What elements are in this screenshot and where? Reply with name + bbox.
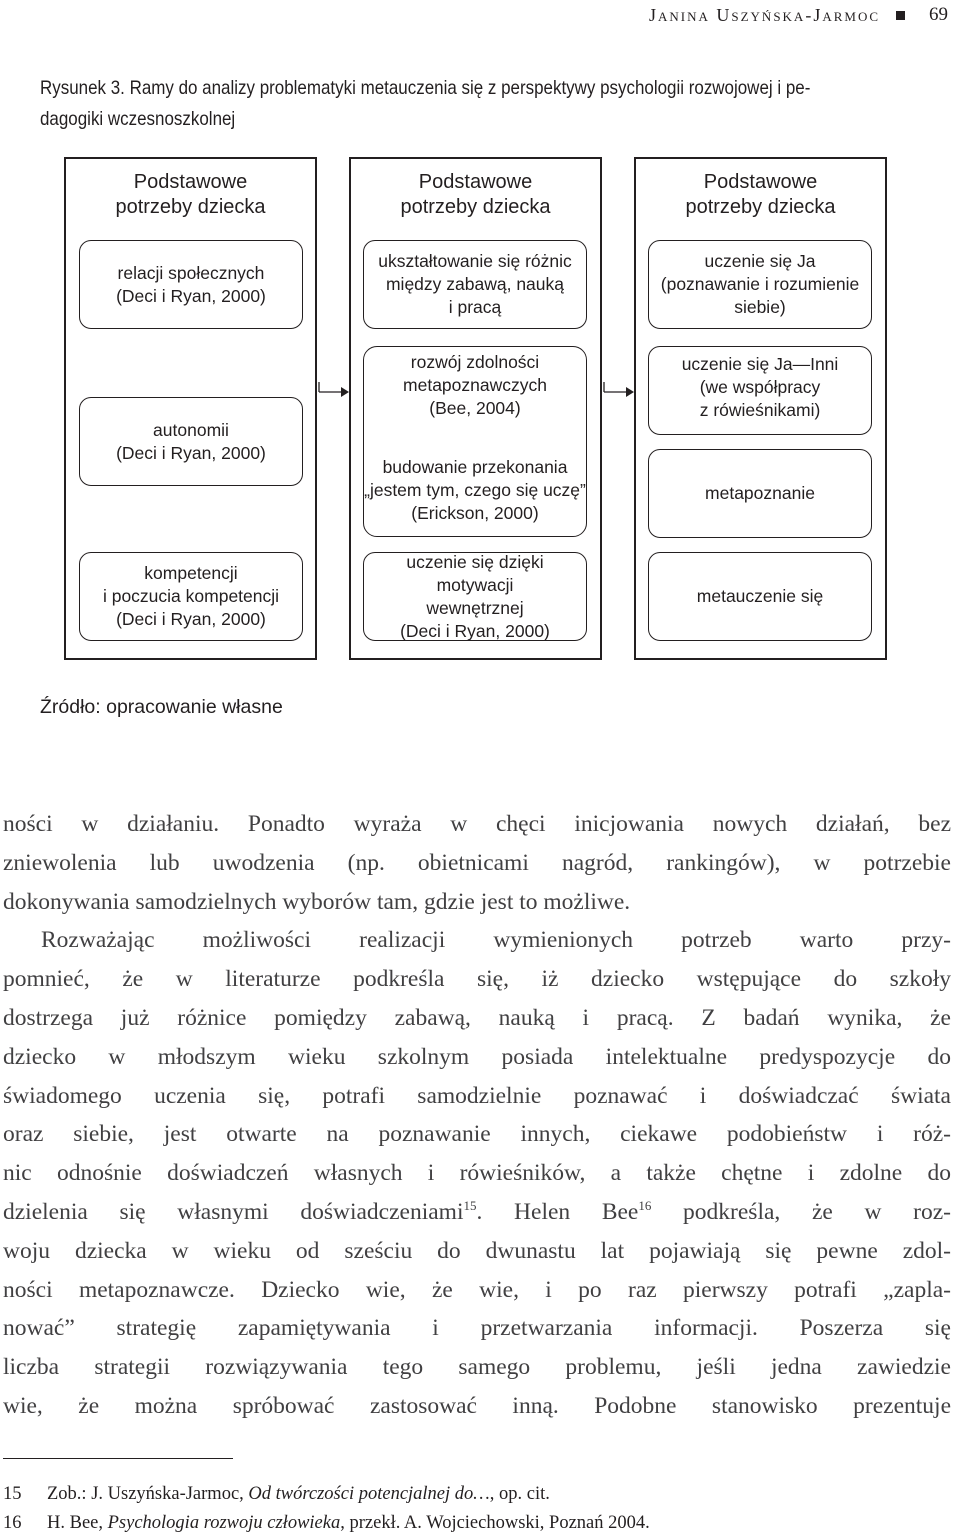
running-header-author: Janina Uszyńska-Jarmoc bbox=[648, 4, 880, 25]
body-line: ności metapoznawcze. Dziecko wie, że wie, i po raz pierwszy potrafi „zapla- bbox=[3, 1276, 951, 1303]
body-text-fragment: . Helen Bee bbox=[476, 1198, 639, 1225]
col2-text-metacognitive-abilities: rozwój zdolności metapoznawczych (Bee, 2004) bbox=[403, 352, 547, 418]
footnote-title: Od twórczości potencjalnej do… bbox=[248, 1484, 490, 1504]
body-line: nic odnośnie doświadczeń własnych i rówieśników, a także chętne i zdolne do bbox=[3, 1160, 951, 1187]
figure-caption-line-1: Rysunek 3. Ramy do analizy problematyki metauczenia się z perspektywy psychologii rozwojowej i pe- bbox=[40, 77, 811, 99]
footnote-ref-15[interactable]: 15 bbox=[463, 1198, 477, 1214]
column-1-heading: Podstawowe potrzeby dziecka bbox=[115, 171, 266, 218]
body-line: oraz siebie, jest otwarte na poznawanie innych, ciekawe podobieństw i róż- bbox=[3, 1121, 951, 1148]
running-header bbox=[649, 4, 948, 26]
body-line: nować” strategię zapamiętywania i przetwarzania informacji. Poszerza się bbox=[3, 1315, 951, 1342]
footnote-title: Psychologia rozwoju człowieka bbox=[107, 1513, 341, 1533]
body-line: pomnieć, że w literaturze podkreśla się, iż dziecko wstępujące do szkoły bbox=[3, 966, 951, 993]
footnote-number: 15 bbox=[3, 1484, 22, 1504]
arrow-right-icon bbox=[602, 380, 638, 404]
body-line: dokonywania samodzielnych wyborów tam, gdzie jest to możliwe. bbox=[3, 888, 631, 915]
page-number: 69 bbox=[929, 4, 948, 25]
col2-box-intrinsic-motivation: uczenie się dzięki motywacji wewnętrznej (Deci i Ryan, 2000) bbox=[363, 552, 587, 641]
col3-box-metacognition: metapoznanie bbox=[648, 449, 872, 538]
separator-square-icon bbox=[896, 11, 905, 20]
col1-box-autonomy: autonomii (Deci i Ryan, 2000) bbox=[79, 397, 303, 486]
column-2-heading: Podstawowe potrzeby dziecka bbox=[400, 171, 551, 218]
body-text bbox=[3, 805, 951, 1426]
body-text-fragment: podkreśla, że w roz- bbox=[651, 1198, 951, 1225]
footnote-text bbox=[47, 1511, 650, 1535]
col1-box-social: relacji społecznych (Deci i Ryan, 2000) bbox=[79, 240, 303, 329]
body-line: świadomego uczenia się, potrafi samodzielnie poznawać i doświadczać świata bbox=[3, 1082, 951, 1109]
footnote-text-pre: Zob.: J. Uszyńska-Jarmoc, bbox=[47, 1484, 249, 1504]
col1-box-competence: kompetencji i poczucia kompetencji (Deci i Ryan, 2000) bbox=[79, 552, 303, 641]
body-line: Rozważając możliwości realizacji wymienionych potrzeb warto przy- bbox=[41, 927, 951, 954]
body-line: woju dziecka w wieku od sześciu do dwunastu lat pojawiają się pewne zdol- bbox=[3, 1237, 951, 1264]
figure-caption bbox=[40, 73, 927, 135]
col3-box-learning-self: uczenie się Ja (poznawanie i rozumienie siebie) bbox=[648, 240, 872, 329]
body-line: dostrzega już różnice pomiędzy zabawą, nauką i pracą. Z badań wynika, że bbox=[3, 1004, 951, 1031]
column-3-heading: Podstawowe potrzeby dziecka bbox=[685, 171, 836, 218]
body-text-fragment: dzielenia się własnymi doświadczeniami bbox=[3, 1198, 464, 1225]
footnote-text-post: , op. cit. bbox=[489, 1484, 550, 1504]
footnote-16 bbox=[3, 1511, 650, 1535]
figure-source: Źródło: opracowanie własne bbox=[40, 696, 283, 718]
col2-box-play-learning-work: ukształtowanie się różnic między zabawą, nauką i pracą bbox=[363, 240, 587, 329]
body-line: zniewolenia lub uwodzenia (np. obietnicami nagród, rankingów), w potrzebie bbox=[3, 849, 951, 876]
body-line: ności w działaniu. Ponadto wyraża w chęci inicjowania nowych działań, bez bbox=[3, 811, 951, 837]
body-line bbox=[3, 1193, 951, 1232]
footnote-text bbox=[47, 1482, 550, 1506]
body-line: wie, że można spróbować zastosować inną. Podobne stanowisko prezentuje bbox=[3, 1392, 951, 1419]
footnote-text-post: , przekł. A. Wojciechowski, Poznań 2004. bbox=[340, 1513, 650, 1533]
body-line: liczba strategii rozwiązywania tego samego problemu, jeśli jedna zawiedzie bbox=[3, 1354, 951, 1381]
footnote-ref-16[interactable]: 16 bbox=[638, 1198, 652, 1214]
footnote-rule bbox=[3, 1458, 233, 1459]
footnote-number: 16 bbox=[3, 1513, 22, 1533]
col3-box-metalearning: metauczenie się bbox=[648, 552, 872, 641]
arrow-right-icon bbox=[317, 380, 353, 404]
col3-box-learning-self-others: uczenie się Ja—Inni (we współpracy z rówieśnikami) bbox=[648, 346, 872, 435]
col2-text-identity-belief: budowanie przekonania „jestem tym, czego się uczę” (Erickson, 2000) bbox=[364, 457, 586, 523]
footnote-text-pre: H. Bee, bbox=[47, 1513, 108, 1533]
figure-caption-line-2: dagogiki wczesnoszkolnej bbox=[40, 108, 236, 130]
body-line: dziecko w młodszym wieku szkolnym posiada intelektualne predyspozycje do bbox=[3, 1043, 951, 1070]
footnote-15 bbox=[3, 1482, 550, 1506]
